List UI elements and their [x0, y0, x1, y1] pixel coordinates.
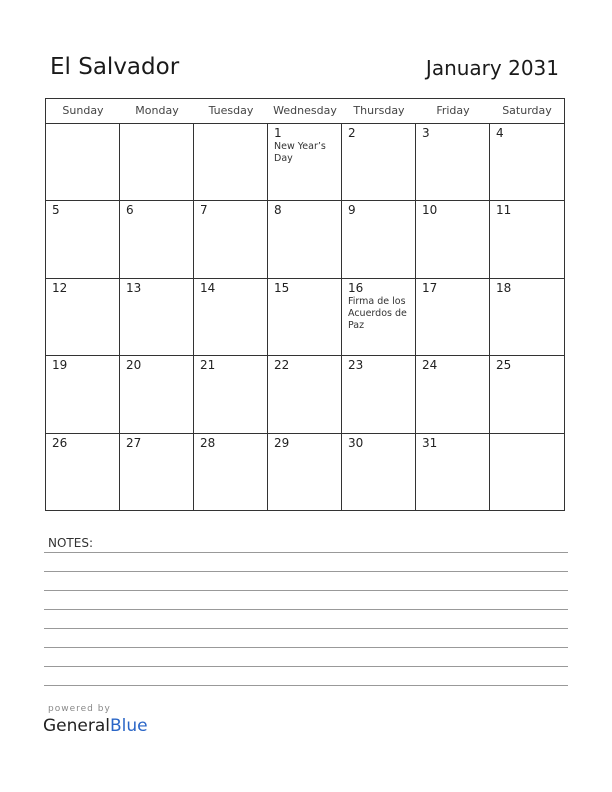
day-cell: [194, 124, 268, 201]
weekday-header: [46, 99, 564, 124]
day-cell: [194, 279, 268, 356]
day-number: 6: [126, 203, 134, 218]
day-cell: [46, 434, 120, 511]
day-number: 13: [126, 280, 142, 295]
day-number: 19: [52, 358, 68, 373]
day-number: 22: [274, 358, 290, 373]
weekday-label: Monday: [135, 104, 179, 117]
holiday-label: Firma de los Acuerdos de Paz: [348, 295, 407, 331]
day-cell: [416, 356, 490, 433]
notes-line: [44, 666, 568, 667]
day-number: 16: [348, 280, 364, 295]
day-number: 3: [422, 126, 430, 140]
notes-line: [44, 685, 568, 686]
day-number: 7: [200, 203, 208, 218]
day-number: 5: [52, 203, 60, 218]
notes-line: [44, 552, 568, 553]
weekday-label: Saturday: [502, 104, 552, 117]
day-cell: [490, 124, 564, 201]
day-cell: [268, 279, 342, 356]
brand-blue: Blue: [110, 716, 148, 736]
day-number: 29: [274, 435, 290, 450]
day-cell: [416, 434, 490, 511]
day-cell: [490, 434, 564, 511]
day-cell: [46, 201, 120, 278]
day-number: 4: [496, 126, 504, 140]
day-number: 28: [200, 435, 216, 450]
day-cell: [342, 279, 416, 356]
day-number: 31: [422, 435, 438, 450]
notes-line: [44, 590, 568, 591]
weekday-label: Friday: [436, 104, 470, 117]
calendar: [45, 98, 565, 511]
day-number: 14: [200, 280, 216, 295]
day-number: 10: [422, 203, 438, 218]
weekday-label: Tuesday: [208, 104, 254, 117]
day-number: 25: [496, 358, 512, 373]
day-number: 24: [422, 358, 438, 373]
day-cell: [416, 279, 490, 356]
day-number: 2: [348, 126, 356, 140]
day-cell: [490, 201, 564, 278]
powered-by-text: powered by: [48, 704, 111, 714]
month-title: January 2031: [425, 56, 559, 80]
day-number: 15: [274, 280, 290, 295]
country-title: El Salvador: [50, 54, 180, 80]
holiday-label: New Year’s Day: [274, 141, 326, 164]
day-cell: [268, 434, 342, 511]
day-cell: [46, 279, 120, 356]
day-cell: [120, 279, 194, 356]
notes-line: [44, 628, 568, 629]
brand-general: General: [43, 716, 110, 736]
weekday-label: Thursday: [353, 104, 405, 117]
day-number: 20: [126, 358, 142, 373]
day-number: 9: [348, 203, 356, 218]
weekday-label: Sunday: [62, 104, 104, 117]
day-cell: [342, 124, 416, 201]
day-cell: [120, 124, 194, 201]
notes-label: NOTES:: [48, 536, 93, 550]
day-cell: [268, 124, 342, 201]
day-cell: [490, 279, 564, 356]
day-number: 30: [348, 435, 364, 450]
day-cell: [120, 201, 194, 278]
notes-line: [44, 571, 568, 572]
day-cell: [490, 356, 564, 433]
day-cell: [46, 356, 120, 433]
day-number: 17: [422, 280, 438, 295]
day-cell: [194, 434, 268, 511]
day-grid: [46, 124, 564, 511]
day-number: 1: [274, 126, 282, 140]
notes-line: [44, 647, 568, 648]
day-cell: [120, 356, 194, 433]
day-cell: [46, 124, 120, 201]
day-number: 26: [52, 435, 68, 450]
day-number: 23: [348, 358, 364, 373]
day-number: 21: [200, 358, 216, 373]
day-cell: [342, 434, 416, 511]
day-cell: [268, 356, 342, 433]
day-cell: [194, 356, 268, 433]
day-number: 8: [274, 203, 282, 218]
day-cell: [342, 356, 416, 433]
day-cell: [268, 201, 342, 278]
notes-line: [44, 609, 568, 610]
day-number: 27: [126, 435, 142, 450]
day-cell: [416, 124, 490, 201]
day-cell: [416, 201, 490, 278]
day-cell: [342, 201, 416, 278]
weekday-label: Wednesday: [273, 104, 337, 117]
brand-logo: [43, 716, 148, 736]
day-number: 11: [496, 203, 512, 218]
day-cell: [120, 434, 194, 511]
day-number: 18: [496, 280, 512, 295]
day-number: 12: [52, 280, 68, 295]
day-cell: [194, 201, 268, 278]
